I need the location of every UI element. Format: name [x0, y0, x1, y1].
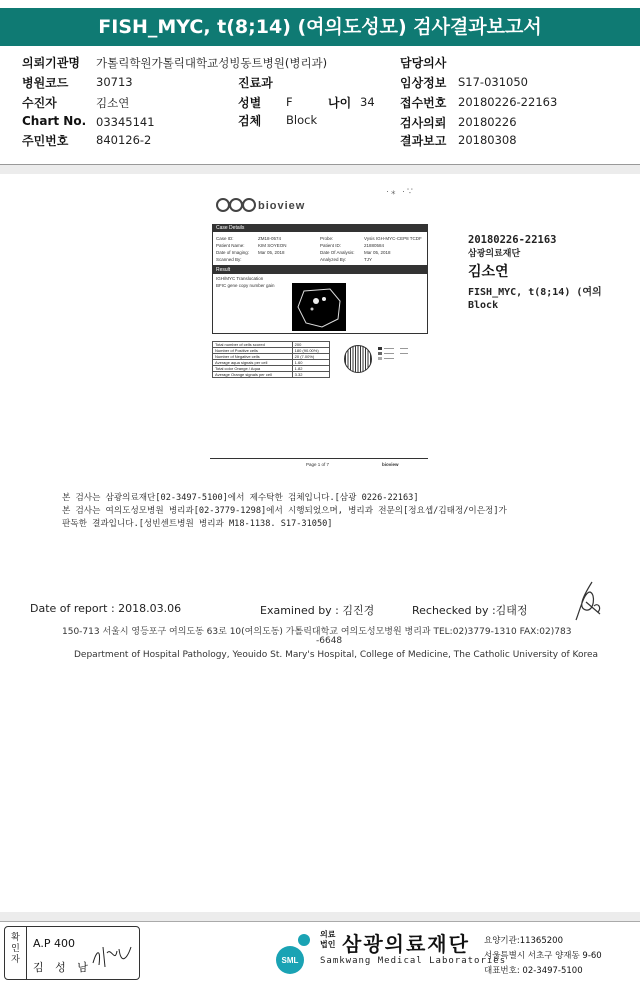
confirm-label-text: 확인자	[11, 933, 20, 965]
stats-value: 1.60	[292, 360, 329, 366]
confirmer-name: 김 성 남	[33, 961, 92, 974]
rrn-value: 840126-2	[96, 133, 152, 147]
bioview-logo	[216, 195, 306, 219]
thumbnail-footer-logo: bioview	[382, 462, 399, 467]
examined-by: Examined by : 김진경	[260, 604, 375, 617]
chart-label: Chart No.	[22, 114, 87, 128]
note-line-1: 본 검사는 삼광의료재단[02-3497-5100]에서 제수탁한 검체입니다.[삼광 0226-22163]	[62, 493, 419, 503]
foundation-name: 삼광의료재단	[342, 932, 470, 956]
date-analysis: Mar 05, 2018	[364, 250, 391, 255]
fish-cell-outline	[292, 283, 346, 331]
note-line-3: 판독한 결과입니다.[성빈센트병원 병리과 M18-1138. S17-31050]	[62, 519, 333, 529]
doctor-label: 담당의사	[400, 56, 447, 70]
stamp-patient: 김소연	[468, 264, 509, 280]
confirm-ap: A.P 400	[33, 937, 75, 950]
note-line-2: 본 검사는 여의도성모병원 병리과[02-3779-1298]에서 시행되었으며, 병리과 전문의[정요셉/김태정/이은정]가	[62, 506, 507, 516]
patient-id: 21880584	[364, 243, 385, 248]
hospital-code-label: 병원코드	[22, 76, 69, 90]
stats-value: 200	[292, 342, 329, 348]
receipt-stamp	[468, 234, 628, 311]
stamp-receipt-number: 20180226-22163	[468, 234, 557, 246]
patient-value: 김소연	[96, 96, 130, 110]
date-imaging-label: Date of Imaging:	[216, 250, 250, 255]
confirm-label	[5, 927, 27, 979]
stats-label: Number of Negative cells	[213, 354, 293, 360]
stats-label: Total color Orange / Aqua	[213, 366, 293, 372]
patient-name: KIM SOYEON	[258, 243, 287, 248]
receipt-label: 접수번호	[400, 96, 447, 110]
receipt-value: 20180226-22163	[458, 95, 558, 109]
signal-stats-table	[212, 341, 330, 378]
confirm-box	[4, 926, 140, 980]
dept-label: 진료과	[238, 76, 273, 90]
patient-id-label: Patient ID:	[320, 243, 342, 248]
thumbnail-footer-line	[210, 458, 428, 459]
clinical-label: 임상정보	[400, 76, 447, 90]
sex-value: F	[286, 95, 293, 109]
care-code: 요양기관:11365200	[484, 936, 563, 946]
signal-pie-chart	[344, 345, 372, 373]
probe: Vysis IGH-MYC-CEP8 TCDF	[364, 236, 422, 241]
stats-label: Number of Positive cells	[213, 348, 293, 354]
signature-scribble	[572, 580, 604, 624]
date-imaging: Mar 05, 2018	[258, 250, 285, 255]
thumbnail-dots: ·⁎ ·∵	[386, 186, 415, 196]
probe-label: Probe:	[320, 236, 334, 241]
foundation-phone: 대표번호: 02-3497-5100	[484, 966, 583, 976]
foundation-prefix	[320, 930, 338, 950]
stamp-specimen: Block	[468, 300, 499, 311]
specimen-label: 검체	[238, 114, 262, 128]
report-info	[0, 50, 640, 166]
clinical-value: S17-031050	[458, 75, 528, 89]
age-label: 나이	[328, 96, 352, 110]
bioview-logo-mark	[216, 195, 306, 215]
patient-label: 수진자	[22, 96, 57, 110]
request-value: 20180226	[458, 115, 517, 129]
sml-logo-text: SML	[281, 956, 299, 965]
sml-logo-mark	[270, 930, 316, 976]
patient-name-label: Patient Name:	[216, 243, 245, 248]
pie-legend-bars	[378, 346, 428, 360]
report-title: FISH_MYC, t(8;14) (여의도성모) 검사결과보고서	[0, 8, 640, 46]
stats-value: 1.82	[292, 366, 329, 372]
rechecked-by: Rechecked by :김태정	[412, 604, 528, 617]
report-date-label: 결과보고	[400, 134, 447, 148]
analyzed-label: Analyzed By:	[320, 257, 347, 262]
chart-value: 03345141	[96, 115, 155, 129]
address-kr-cont: -6648	[316, 636, 343, 646]
stats-value: 180 (90.00%)	[292, 348, 329, 354]
institution-label: 의뢰기관명	[22, 56, 80, 70]
header-divider	[0, 164, 640, 174]
stats-value: 20 (7.00%)	[292, 354, 329, 360]
hospital-code-value: 30713	[96, 75, 133, 89]
sml-logo	[270, 930, 316, 976]
date-of-report: Date of report : 2018.03.06	[30, 602, 182, 615]
report-date-value: 20180308	[458, 133, 517, 147]
footer-divider	[0, 912, 640, 922]
foundation-name-en: Samkwang Medical Laboratories	[320, 956, 507, 966]
result-line2: BFIC gene copy number gain	[216, 283, 275, 288]
date-analysis-label: Date Of Analysis:	[320, 250, 355, 255]
bioview-logo-text: bioview	[258, 200, 306, 212]
address-en: Department of Hospital Pathology, Yeouido St. Mary's Hospital, College of Medicine, The Catholic University of Korea	[74, 650, 599, 660]
case-id-label: Case ID:	[216, 236, 234, 241]
case-id: ZM18-0574	[258, 236, 282, 241]
confirmer-signature-scribble	[91, 943, 135, 971]
case-details-head: Case Details	[213, 225, 427, 232]
scanned-label: Scanned By:	[216, 257, 242, 262]
footer	[0, 922, 640, 990]
foundation-address: 서울특별시 서초구 양재동 9-60	[484, 951, 602, 961]
stamp-test: FISH_MYC, t(8;14) (여의	[468, 287, 602, 298]
stats-label: Average Orange signals per cell	[213, 372, 293, 378]
specimen-value: Block	[286, 113, 318, 127]
address-kr: 150-713 서울시 영등포구 여의도동 63로 10(여의도동) 가톨릭대학교 여의도성모병원 병리과 TEL:02)3779-1310 FAX:02)783	[62, 627, 572, 637]
stats-value: 3.32	[292, 372, 329, 378]
analyzed: TJY	[364, 257, 373, 262]
foundation-prefix-text: 의료법인	[320, 930, 336, 949]
sex-label: 성별	[238, 96, 262, 110]
institution-value: 가톨릭학원가톨릭대학교성빙동트병원(병리과)	[96, 56, 328, 70]
result-line1: IGH/MYC Translocation	[216, 276, 264, 281]
rrn-label: 주민번호	[22, 134, 69, 148]
confirmer-signature	[91, 943, 135, 976]
stamp-foundation: 삼광의료재단	[468, 249, 521, 259]
stats-label: Average aqua signals per cell	[213, 360, 293, 366]
stats-label: Total number of cells scored	[213, 342, 293, 348]
pie-legend	[378, 346, 428, 360]
thumbnail-page-label: Page 1 of 7	[306, 462, 330, 467]
stats-row	[213, 372, 330, 378]
rechecker-signature	[572, 580, 604, 629]
fish-cell-image	[292, 283, 346, 331]
result-head: Result	[213, 267, 427, 274]
request-label: 검사의뢰	[400, 116, 447, 130]
age-value: 34	[360, 95, 375, 109]
